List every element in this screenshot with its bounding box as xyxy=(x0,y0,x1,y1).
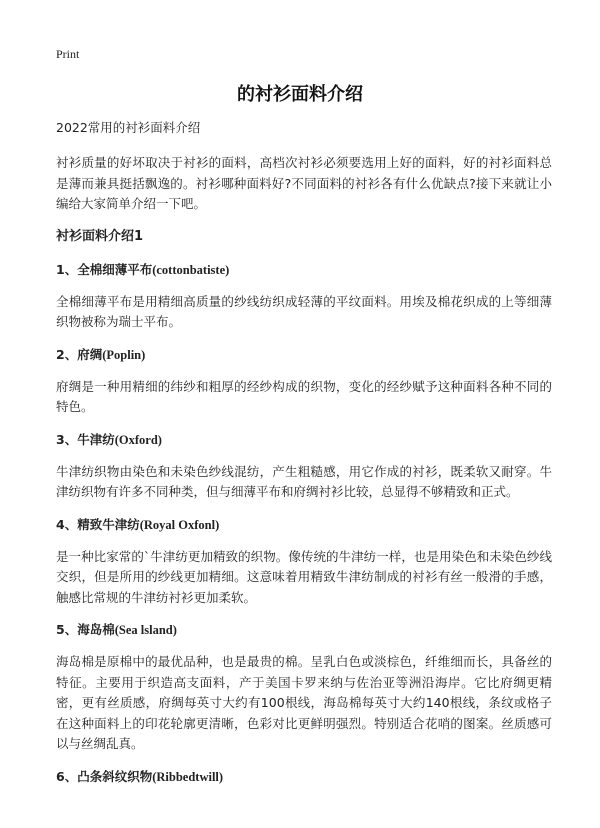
item-name: 凸条斜纹织物 xyxy=(77,768,153,784)
item-number: 5、 xyxy=(56,622,78,637)
item-number: 3、 xyxy=(56,431,78,447)
item-latin-name: (Oxford) xyxy=(114,432,162,447)
item-number: 2、 xyxy=(56,346,78,362)
item-heading-3 xyxy=(56,431,552,449)
item-latin-name: (Royal Oxfonl) xyxy=(139,517,220,532)
item-name: 全棉细薄平布 xyxy=(77,261,153,277)
item-number: 1、 xyxy=(56,261,78,277)
item-heading-2 xyxy=(56,346,552,364)
item-number: 4、 xyxy=(56,516,78,532)
item-number: 6、 xyxy=(56,768,78,784)
item-body-4: 是一种比家常的`牛津纺更加精致的织物。像传统的牛津纺一样，也是用染色和未染色纱线交织，但是所用的纱线更加精细。这意味着用精致牛津纺制成的衬衫有丝一般滑的手感，触感比常规的牛津纺衬衫更加柔软。 xyxy=(56,548,552,605)
section-heading: 衬衫面料介绍1 xyxy=(56,228,144,244)
item-body-2: 府绸是一种用精细的纬纱和粗厚的经纱构成的织物，变化的经纱赋予这种面料各种不同的特色。 xyxy=(56,378,552,414)
item-latin-name: (Poplin) xyxy=(102,347,146,362)
item-body-5: 海岛棉是原棉中的最优品种，也是最贵的棉。呈乳白色或淡棕色，纤维细而长，具备丝的特征。主要用于织造高支面料，产于美国卡罗来纳与佐治亚等洲沿海岸。它比府绸更精密，更有丝质感，府绸每英寸大约有100根线，海岛棉每英寸大约140根线，条纹或格子在这种面料上的印花轮廓更清晰，色彩对比更鲜明强烈。特别适合花哨的图案。丝质感可以与丝绸乱真。 xyxy=(56,654,552,751)
item-latin-name: (Sea lsland) xyxy=(114,623,177,637)
page-title: 的衬衫面料介绍 xyxy=(237,84,363,105)
item-latin-name: (cottonbatiste) xyxy=(152,262,230,277)
item-heading-4 xyxy=(56,516,552,534)
item-latin-name: (Ribbedtwill) xyxy=(152,769,224,784)
item-heading-6 xyxy=(56,768,552,786)
item-body-1: 全棉细薄平布是用精细高质量的纱线纺织成轻薄的平纹面料。用埃及棉花织成的上等细薄织物被称为瑞士平布。 xyxy=(56,293,552,329)
item-name: 海岛棉 xyxy=(77,622,115,637)
item-name: 牛津纺 xyxy=(77,431,115,447)
print-link[interactable]: Print xyxy=(56,47,80,61)
item-heading-5 xyxy=(56,621,552,639)
item-name: 精致牛津纺 xyxy=(77,516,140,532)
intro-paragraph: 衬衫质量的好坏取决于衬衫的面料，高档次衬衫必须要选用上好的面料，好的衬衫面料总是薄而兼具挺括飘逸的。衬衫哪种面料好?不同面料的衬衫各有什么优缺点?接下来就让小编给大家简单介绍一下吧。 xyxy=(56,155,552,211)
item-body-3: 牛津纺织物由染色和未染色纱线混纺，产生粗糙感，用它作成的衬衫，既柔软又耐穿。牛津纺织物有许多不同种类，但与细薄平布和府绸衬衫比较，总显得不够精致和正式。 xyxy=(56,463,552,499)
article-body xyxy=(56,119,552,799)
article-subtitle: 2022常用的衬衫面料介绍 xyxy=(56,120,201,135)
item-name: 府绸 xyxy=(77,346,103,362)
item-heading-1 xyxy=(56,261,552,279)
